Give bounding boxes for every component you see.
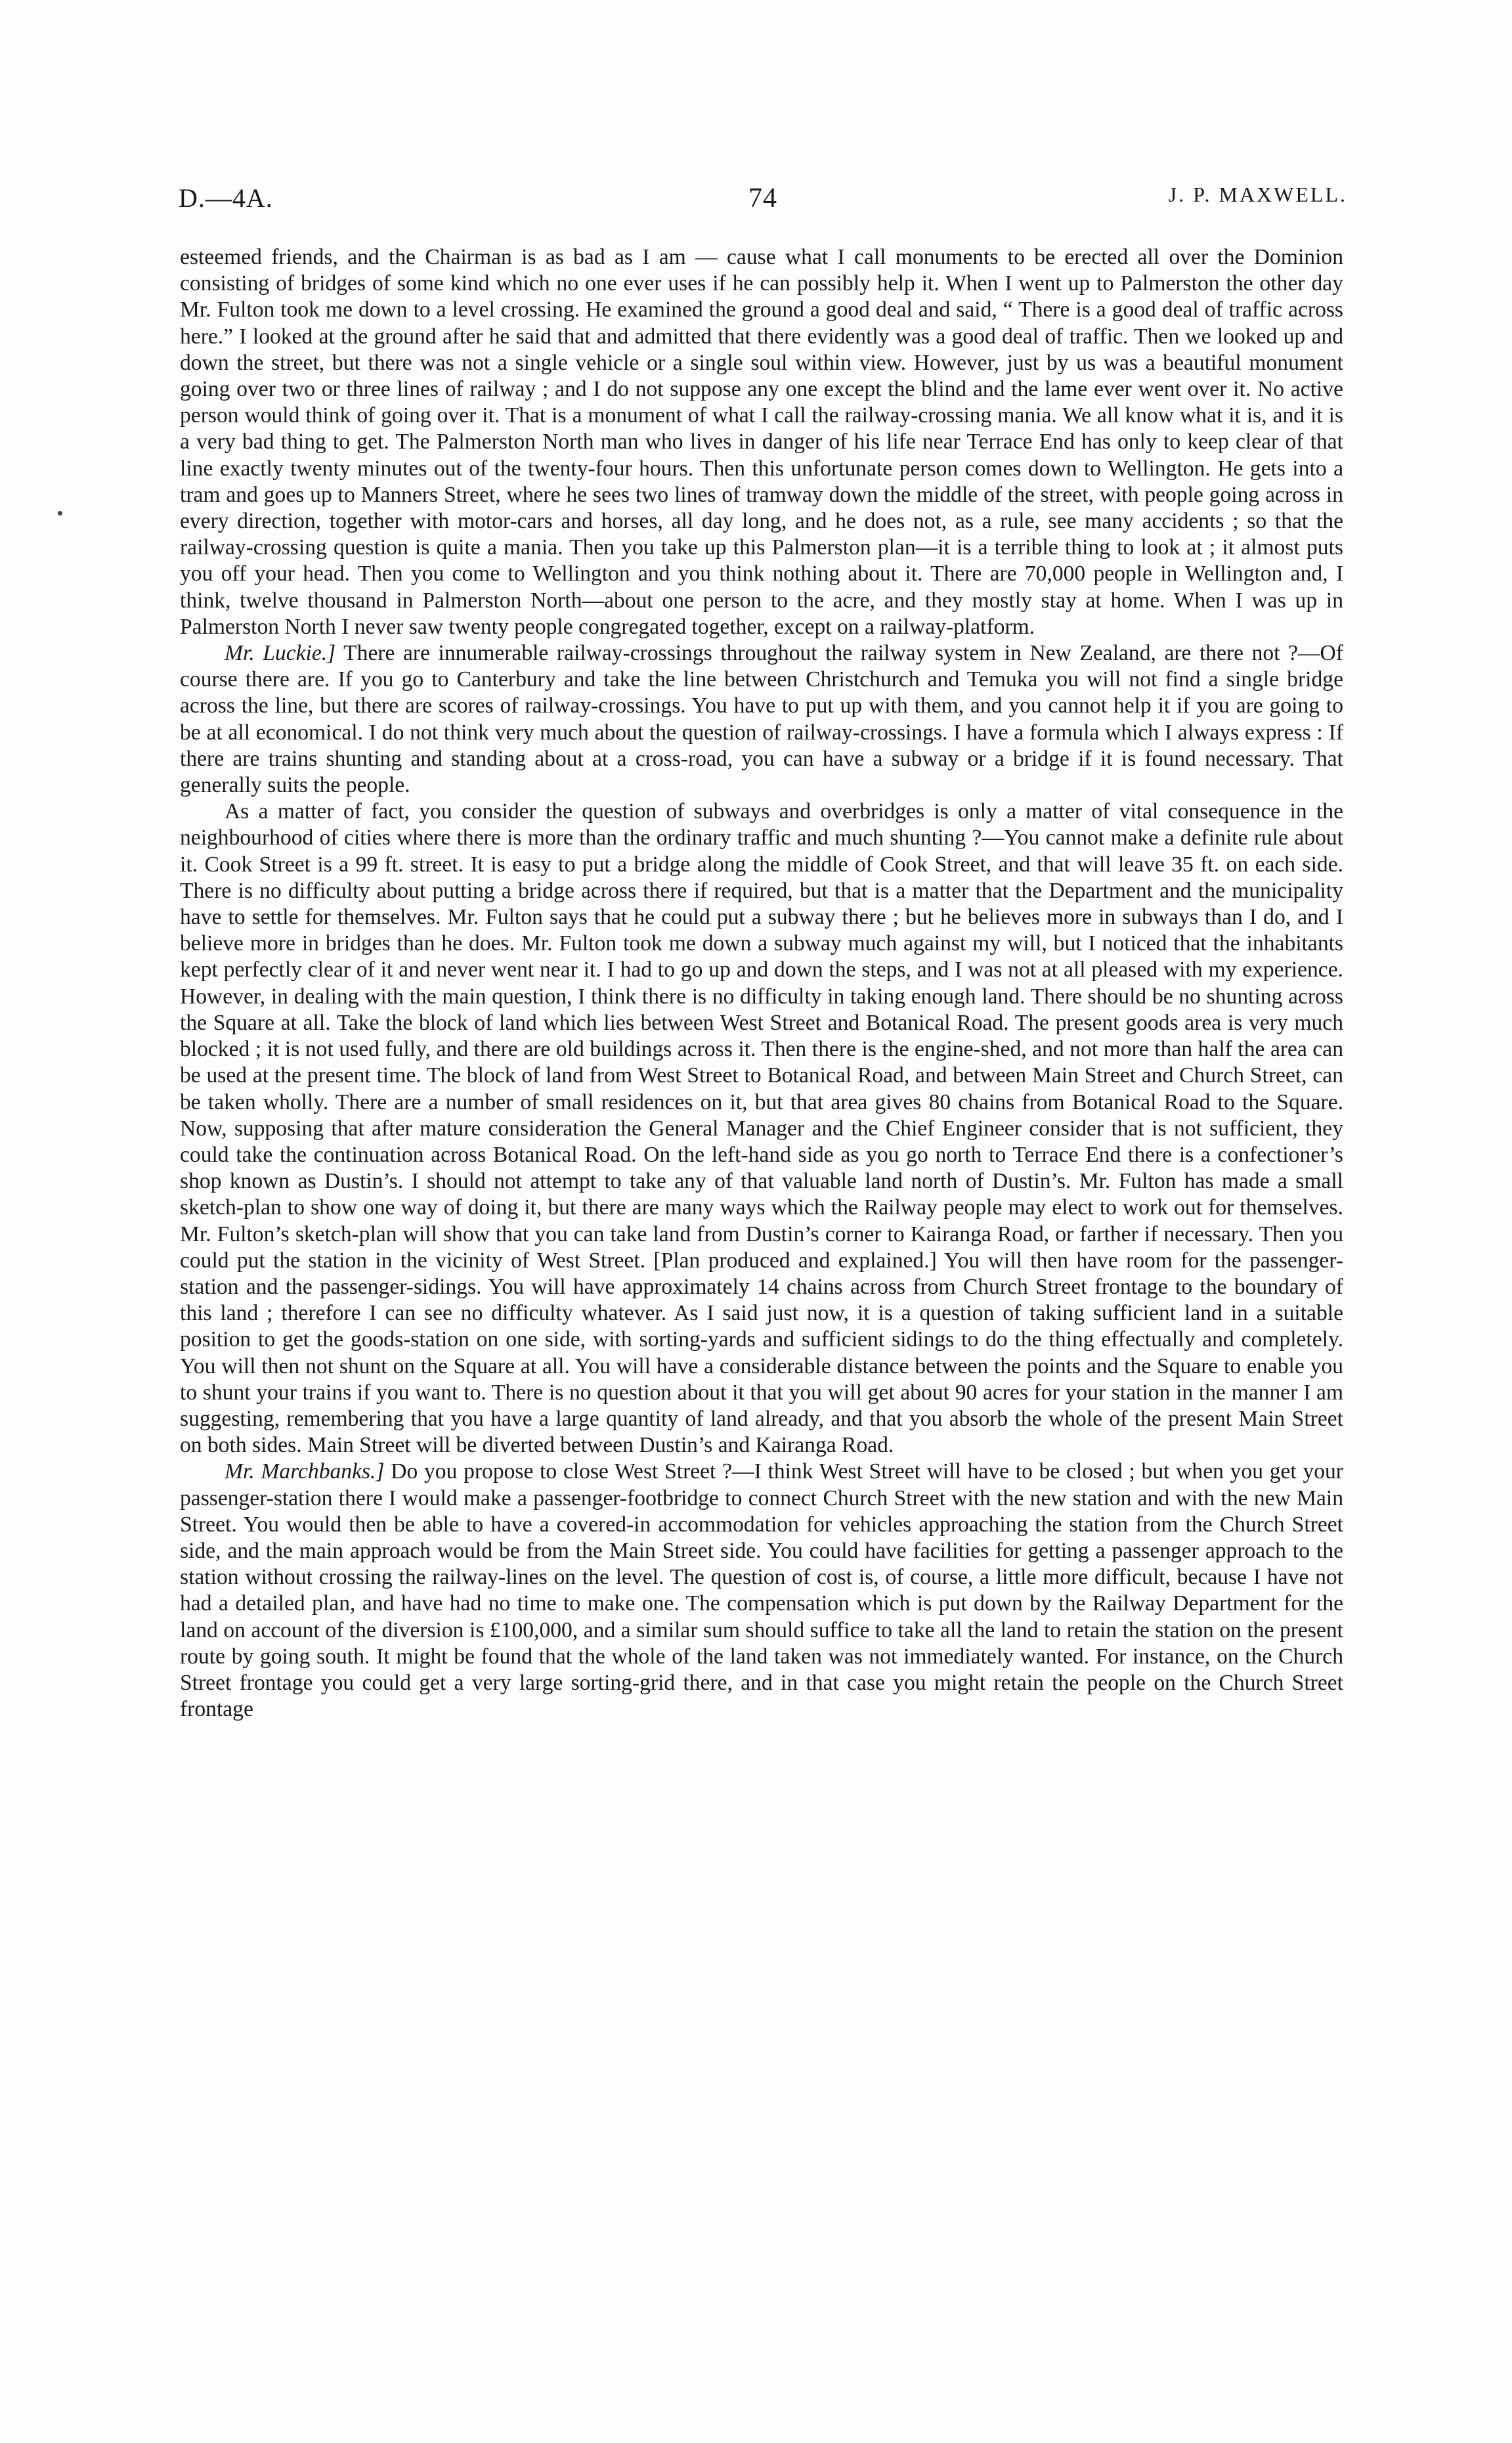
speaker-label: Mr. Luckie.] xyxy=(225,641,336,666)
page-number: 74 xyxy=(748,183,777,213)
margin-mark xyxy=(58,511,62,516)
paragraph-text: As a matter of fact, you consider the question of subways and overbridges is only a matter of vital consequence in the neighbourhood of cities where there is more than the ordinary traffic and much shunting ?—You cannot make a definite rule about it. Cook Street is a 99 ft. street. It is easy to put a bridge along the middle of Cook Street, and that will leave 35 ft. on each side. There is no difficulty about putting a bridge across there if required, but that is a matter that the Department and the municipality have to settle for themselves. Mr. Fulton says that he could put a subway there ; but he believes more in subways than I do, and I believe more in bridges than he does. Mr. Fulton took me down a subway much against my will, but I noticed that the inhabitants kept perfectly clear of it and never went near it. I had to go up and down the steps, and I was not at all pleased with my experience. However, in dealing with the main question, I think there is no difficulty in taking enough land. There should be no shunting across the Square at all. Take the block of land which lies between West Street and Botanical Road. The present goods area is very much blocked ; it is not used fully, and there are old buildings across it. Then there is the engine-shed, and not more than half the area can be used at the present time. The block of land from West Street to Botanical Road, and between Main Street and Church Street, can be taken wholly. There are a number of small residences on it, but that area gives 80 chains from Botanical Road to the Square. Now, supposing that after mature consideration the General Manager and the Chief Engineer consider that is not sufficient, they could take the continuation across Botanical Road. On the left-hand side as you go north to Terrace End there is a confectioner’s shop known as Dustin’s. I should not attempt to take any of that valuable land north of Dustin’s. Mr. Fulton has made a small sketch-plan to show one way of doing it, but there are many ways which the Railway people may elect to work out for themselves. Mr. Fulton’s sketch-plan will show that you can take land from Dustin’s corner to Kairanga Road, or farther if necessary. Then you could put the station in the vicinity of West Street. [Plan produced and explained.] You will then have room for the passenger-station and the passenger-sidings. You will have approximately 14 chains across from Church Street frontage to the boundary of this land ; therefore I can see no difficulty whatever. As I said just now, it is a question of taking sufficient land in a suitable position to get the goods-station on one side, with sorting-yards and sufficient sidings to do the thing effectually and completely. You will then not shunt on the Square at all. You will have a considerable distance between the points and the Square to enable you to shunt your trains if you want to. There is no question about it that you will get about 90 acres for your station in the manner I am suggesting, remembering that you have a large quantity of land already, and that you absorb the whole of the present Main Street on both sides. Main Street will be diverted between Dustin’s and Kairanga Road. xyxy=(180,799,1343,1458)
document-reference: D.—4A. xyxy=(179,183,273,213)
paragraph xyxy=(180,244,1343,640)
page-header xyxy=(179,183,1347,222)
paragraph-text: There are innumerable railway-crossings throughout the railway system in New Zealand, are there not ?—Of course there are. If you go to Canterbury and take the line between Christchurch and Temuka you will not find a single bridge across the line, but there are scores of railway-crossings. You have to put up with them, and you cannot help it if you are going to be at all economical. I do not think very much about the question of railway-crossings. I have a formula which I always express : If there are trains shunting and standing about at a cross-road, you can have a subway or a bridge if it is found necessary. That generally suits the people. xyxy=(180,641,1343,798)
paragraph-text: esteemed friends, and the Chairman is as bad as I am — cause what I call monuments to be erected all over the Dominion consisting of bridges of some kind which no one ever uses if he can possibly help it. When I went up to Palmerston the other day Mr. Fulton took me down to a level crossing. He examined the ground a good deal and said, “ There is a good deal of traffic across here.” I looked at the ground after he said that and admitted that there evidently was a good deal of traffic. Then we looked up and down the street, but there was not a single vehicle or a single soul within view. However, just by us was a beautiful monument going over two or three lines of railway ; and I do not suppose any one except the blind and the lame ever went over it. No active person would think of going over it. That is a monument of what I call the railway-crossing mania. We all know what it is, and it is a very bad thing to get. The Palmerston North man who lives in danger of his life near Terrace End has only to keep clear of that line exactly twenty minutes out of the twenty-four hours. Then this unfortunate person comes down to Wellington. He gets into a tram and goes up to Manners Street, where he sees two lines of tramway down the middle of the street, with people going across in every direction, together with motor-cars and horses, all day long, and he does not, as a rule, see many accidents ; so that the railway-crossing question is quite a mania. Then you take up this Palmerston plan—it is a terrible thing to look at ; it almost puts you off your head. Then you come to Wellington and you think nothing about it. There are 70,000 people in Wellington and, I think, twelve thousand in Palmerston North—about one person to the acre, and they mostly stay at home. When I was up in Palmerston North I never saw twenty people congregated together, except on a railway-platform. xyxy=(180,245,1343,639)
paragraph xyxy=(180,799,1343,1459)
paragraph xyxy=(180,1459,1343,1723)
speaker-label: Mr. Marchbanks.] xyxy=(225,1459,385,1484)
paragraph xyxy=(180,640,1343,799)
paragraph-text: Do you propose to close West Street ?—I think West Street will have to be closed ; but when you get your passenger-station there I would make a passenger-footbridge to connect Church Street with the new station and with the new Main Street. You would then be able to have a covered-in accommodation for vehicles approaching the station from the Church Street side, and the main approach would be from the Main Street side. You could have facilities for getting a passenger approach to the station without crossing the railway-lines on the level. The question of cost is, of course, a little more difficult, because I have not had a detailed plan, and have had no time to make one. The compensation which is put down by the Railway Department for the land on account of the diversion is £100,000, and a similar sum should suffice to take all the land to retain the station on the present route by going south. It might be found that the whole of the land taken was not immediately wanted. For instance, on the Church Street frontage you could get a very large sorting-grid there, and in that case you might retain the people on the Church Street frontage xyxy=(180,1459,1343,1722)
body-text xyxy=(180,244,1343,1723)
witness-name: J. P. MAXWELL. xyxy=(1168,183,1347,206)
